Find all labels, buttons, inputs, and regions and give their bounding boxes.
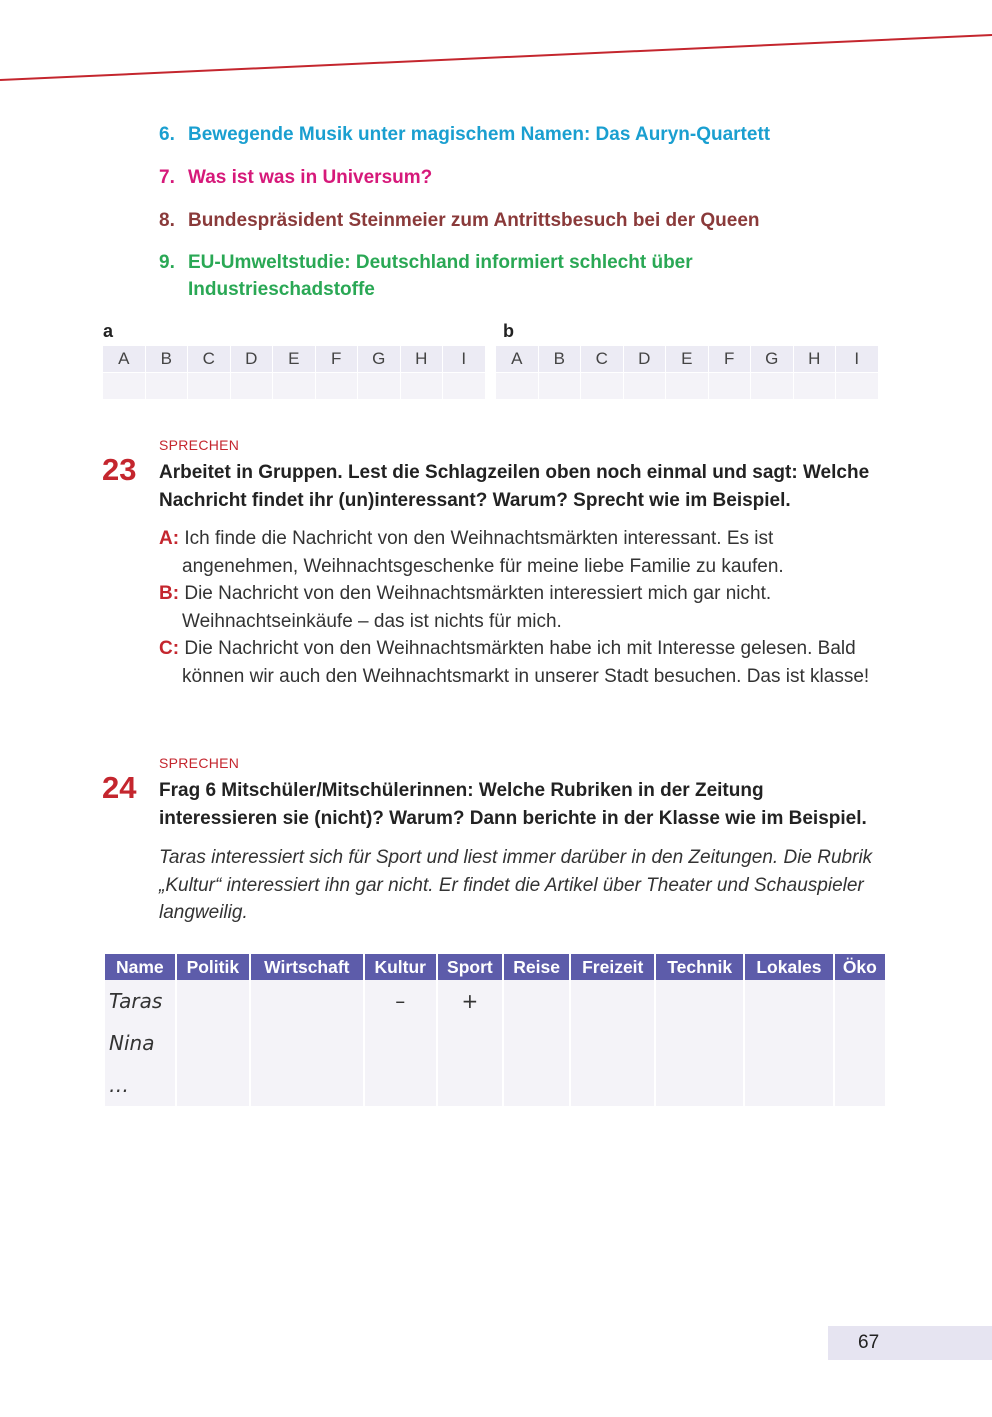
table-cell[interactable] (177, 980, 249, 1022)
table-cell[interactable]: – (365, 980, 436, 1022)
headline-8 (159, 207, 788, 234)
table-cell[interactable] (251, 1022, 363, 1064)
headline-number: 8. (159, 210, 175, 231)
grid-a-answers (103, 373, 486, 399)
answer-cell[interactable] (103, 373, 145, 399)
exercise-task: Frag 6 Mitschüler/Mitschülerinnen: Welche Rubriken in der Zeitung interessieren sie (nicht)? Warum? Dann berichte in der Klasse wie im Beispiel. (159, 780, 867, 829)
column-header: Politik (177, 954, 249, 980)
exercise-task: Arbeitet in Gruppen. Lest die Schlagzeilen oben noch einmal und sagt: Welche Nachricht findet ihr (un)interessant? Warum? Sprecht wie im Beispiel. (159, 462, 870, 511)
table-cell[interactable] (177, 1022, 249, 1064)
table-cell[interactable] (835, 1022, 885, 1064)
headline-number: 7. (159, 167, 175, 188)
grid-a-label: a (103, 321, 114, 341)
grid-a-letters (103, 346, 486, 372)
table-cell[interactable] (365, 1064, 436, 1106)
grid-letter: H (794, 346, 836, 372)
rubrics-table (103, 954, 887, 1106)
example-text: Taras interessiert sich für Sport und liest immer darüber in den Zeitungen. Die Rubrik „Kultur“ interessiert ihn gar nicht. Er findet die Artikel über Theater und Schauspieler langweilig. (159, 847, 873, 923)
answer-cell[interactable] (666, 373, 708, 399)
grid-letter: G (358, 346, 400, 372)
table-cell[interactable] (835, 980, 885, 1022)
column-header: Sport (438, 954, 502, 980)
speaker-label: B: (159, 583, 180, 604)
column-header: Name (105, 954, 175, 980)
table-cell[interactable] (571, 1064, 654, 1106)
table-row (105, 980, 885, 1022)
dialog-line (159, 635, 874, 690)
column-header: Freizeit (571, 954, 654, 980)
grid-letter: I (443, 346, 485, 372)
exercise-number: 23 (102, 452, 137, 487)
answer-cell[interactable] (539, 373, 581, 399)
headline-text: EU-Umweltstudie: Deutschland informiert schlecht über Industrieschadstoffe (188, 252, 693, 300)
table-row (105, 1022, 885, 1064)
headline-6 (159, 121, 788, 148)
table-header-row (105, 954, 885, 980)
name-cell: … (105, 1064, 175, 1106)
exercise-type-label: SPRECHEN (159, 755, 240, 771)
dialog-text: Die Nachricht von den Weihnachtsmärkten habe ich mit Interesse gelesen. Bald können wir auch den Weihnachtsmarkt in unserer Stadt besuchen. Das ist klasse! (179, 638, 870, 687)
dialog-line (159, 580, 874, 635)
grid-letter: E (273, 346, 315, 372)
answer-cell[interactable] (401, 373, 443, 399)
grid-letter: D (231, 346, 273, 372)
speaker-label: A: (159, 528, 180, 549)
table-cell[interactable] (251, 1064, 363, 1106)
column-header: Wirtschaft (251, 954, 363, 980)
table-cell[interactable] (835, 1064, 885, 1106)
table-cell[interactable] (438, 1022, 502, 1064)
dialog-line (159, 525, 874, 580)
answer-cell[interactable] (146, 373, 188, 399)
table-cell[interactable] (177, 1064, 249, 1106)
grid-letter: A (103, 346, 145, 372)
grid-letter: E (666, 346, 708, 372)
table-cell[interactable] (504, 1022, 569, 1064)
answer-cell[interactable] (751, 373, 793, 399)
column-header: Öko (835, 954, 885, 980)
table-cell[interactable] (656, 1064, 743, 1106)
headline-number: 9. (159, 252, 175, 273)
answer-cell[interactable] (709, 373, 751, 399)
answer-cell[interactable] (188, 373, 230, 399)
grid-letter: B (146, 346, 188, 372)
grid-b-answers (496, 373, 879, 399)
table-cell[interactable] (745, 1064, 832, 1106)
column-header: Lokales (745, 954, 832, 980)
headline-number: 6. (159, 124, 175, 145)
table-row (105, 1064, 885, 1106)
table-cell[interactable] (656, 1022, 743, 1064)
grid-letter: G (751, 346, 793, 372)
headline-text: Bewegende Musik unter magischem Namen: Das Auryn-Quartett (188, 124, 771, 145)
table-cell[interactable] (438, 1064, 502, 1106)
grid-letter: F (709, 346, 751, 372)
column-header: Kultur (365, 954, 436, 980)
grid-letter: C (188, 346, 230, 372)
grid-letter: I (836, 346, 878, 372)
answer-cell[interactable] (443, 373, 485, 399)
speaker-label: C: (159, 638, 180, 659)
grid-letter: B (539, 346, 581, 372)
answer-cell[interactable] (794, 373, 836, 399)
answer-cell[interactable] (273, 373, 315, 399)
answer-cell[interactable] (496, 373, 538, 399)
answer-cell[interactable] (316, 373, 358, 399)
page-number: 67 (828, 1326, 992, 1360)
table-cell[interactable] (656, 980, 743, 1022)
grid-b-label: b (503, 321, 514, 341)
red-decorative-line (0, 0, 992, 90)
headline-7 (159, 164, 788, 191)
headline-text: Bundespräsident Steinmeier zum Antrittsbesuch bei der Queen (188, 210, 760, 231)
grid-letter: H (401, 346, 443, 372)
grid-letter: F (316, 346, 358, 372)
example-dialog (159, 525, 874, 690)
table-cell[interactable] (745, 980, 832, 1022)
table-cell[interactable] (571, 980, 654, 1022)
headline-9 (159, 249, 728, 303)
table-cell[interactable] (365, 1022, 436, 1064)
table-cell[interactable] (251, 980, 363, 1022)
exercise-number: 24 (102, 770, 137, 805)
answer-cell[interactable] (624, 373, 666, 399)
grid-letter: C (581, 346, 623, 372)
column-header: Reise (504, 954, 569, 980)
answer-cell[interactable] (231, 373, 273, 399)
answer-cell[interactable] (836, 373, 878, 399)
grid-b-letters (496, 346, 879, 372)
answer-cell[interactable] (581, 373, 623, 399)
table-cell[interactable]: + (438, 980, 502, 1022)
dialog-text: Die Nachricht von den Weihnachtsmärkten interessiert mich gar nicht. Weihnachtseinkäufe – das ist nichts für mich. (179, 583, 772, 632)
grid-letter: A (496, 346, 538, 372)
column-header: Technik (656, 954, 743, 980)
headline-text: Was ist was in Universum? (188, 167, 433, 188)
name-cell: Taras (105, 980, 175, 1022)
grid-letter: D (624, 346, 666, 372)
table-cell[interactable] (504, 1064, 569, 1106)
exercise-type-label: SPRECHEN (159, 437, 240, 453)
table-cell[interactable] (571, 1022, 654, 1064)
table-cell[interactable] (504, 980, 569, 1022)
dialog-text: Ich finde die Nachricht von den Weihnachtsmärkten interessant. Es ist angenehmen, Weihnachtsgeschenke für meine liebe Familie zu kaufen. (179, 528, 784, 577)
name-cell: Nina (105, 1022, 175, 1064)
table-cell[interactable] (745, 1022, 832, 1064)
answer-cell[interactable] (358, 373, 400, 399)
